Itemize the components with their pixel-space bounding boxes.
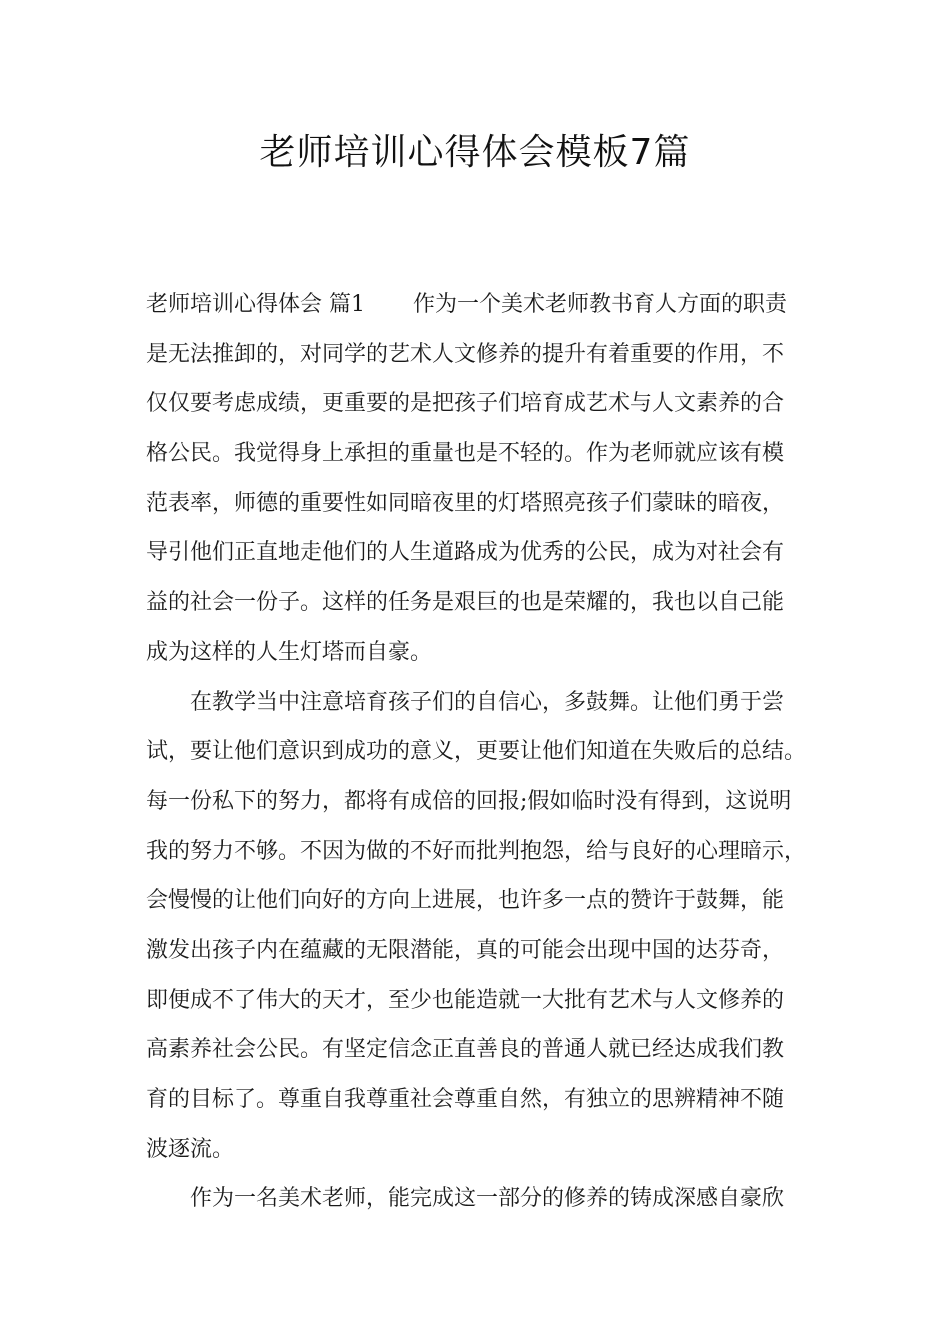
paragraph-line: 作为一名美术老师，能完成这一部分的修养的铸成深感自豪欣 (146, 1186, 785, 1212)
section-heading: 老师培训心得体会 篇1 (146, 292, 365, 317)
paragraph-line: 激发出孩子内在蕴藏的无限潜能，真的可能会出现中国的达芬奇， (146, 937, 785, 963)
paragraph-line: 试，要让他们意识到成功的意义，更要让他们知道在失败后的总结。 (146, 739, 807, 765)
paragraph-line: 范表率，师德的重要性如同暗夜里的灯塔照亮孩子们蒙昧的暗夜， (146, 490, 785, 516)
paragraph-line: 在教学当中注意培育孩子们的自信心，多鼓舞。让他们勇于尝 (146, 689, 785, 715)
paragraph-line: 波逐流。 (146, 1136, 235, 1162)
paragraph-line: 格公民。我觉得身上承担的重量也是不轻的。作为老师就应该有模 (146, 441, 785, 467)
paragraph-line (146, 280, 836, 330)
paragraph-line: 导引他们正直地走他们的人生道路成为优秀的公民，成为对社会有 (146, 540, 785, 566)
paragraph-line: 我的努力不够。不因为做的不好而批判抱怨，给与良好的心理暗示， (146, 838, 807, 864)
paragraph-line: 育的目标了。尊重自我尊重社会尊重自然，有独立的思辨精神不随 (146, 1087, 785, 1112)
paragraph-line: 即便成不了伟大的天才，至少也能造就一大批有艺术与人文修养的 (146, 987, 785, 1013)
paragraph-line: 是无法推卸的，对同学的艺术人文修养的提升有着重要的作用，不 (146, 341, 785, 367)
document-body (146, 280, 836, 1224)
paragraph-line: 高素养社会公民。有坚定信念正直善良的普通人就已经达成我们教 (146, 1037, 785, 1063)
paragraph-text: 作为一个美术老师教书育人方面的职责 (413, 292, 788, 317)
paragraph-line: 益的社会一份子。这样的任务是艰巨的也是荣耀的，我也以自己能 (146, 590, 785, 616)
document-title: 老师培训心得体会模板7篇 (259, 132, 691, 173)
paragraph-line: 仅仅要考虑成绩，更重要的是把孩子们培育成艺术与人文素养的合 (146, 391, 785, 417)
paragraph-line: 每一份私下的努力，都将有成倍的回报;假如临时没有得到，这说明 (146, 788, 792, 814)
paragraph-line: 会慢慢的让他们向好的方向上进展，也许多一点的赞许于鼓舞，能 (146, 888, 785, 914)
paragraph-line: 成为这样的人生灯塔而自豪。 (146, 639, 433, 665)
